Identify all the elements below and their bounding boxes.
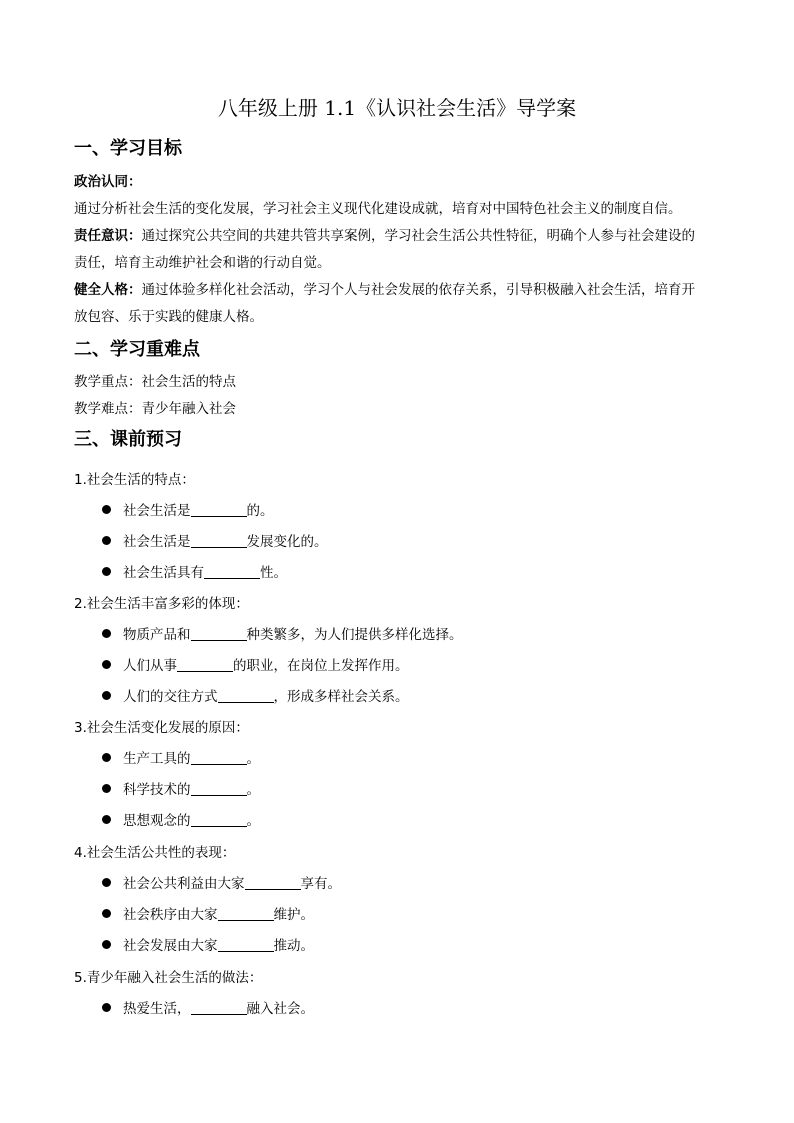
page-title: 八年级上册 1.1《认识社会生活》导学案 — [217, 96, 577, 120]
fill-blank[interactable] — [191, 812, 247, 827]
section-heading-preview: 三、课前预习 — [74, 429, 182, 450]
fill-blank[interactable] — [191, 533, 247, 548]
fill-blank[interactable] — [177, 657, 233, 672]
fill-blank[interactable] — [191, 750, 247, 765]
list-item: 科学技术的 。 — [102, 780, 260, 800]
bullet-icon — [102, 753, 111, 762]
list-item: 社会生活具有 性。 — [102, 563, 287, 583]
fill-blank[interactable] — [218, 688, 274, 703]
fill-blank[interactable] — [204, 564, 260, 579]
fill-blank[interactable] — [191, 502, 247, 517]
objective-political-text: 通过分析社会生活的变化发展，学习社会主义现代化建设成就，培育对中国特色社会主义的制度自信。 — [74, 201, 682, 217]
fill-blank[interactable] — [245, 875, 301, 890]
bullet-icon — [102, 878, 111, 887]
objective-personality-text: 通过体验多样化社会活动，学习个人与社会发展的依存关系，引导积极融入社会生活，培育开 — [141, 282, 695, 298]
bullet-icon — [102, 505, 111, 514]
fill-blank[interactable] — [191, 626, 247, 641]
preview-group-title: 3.社会生活变化发展的原因： — [74, 720, 249, 736]
objective-responsibility-line — [74, 226, 734, 246]
list-item: 思想观念的 。 — [102, 811, 260, 831]
bullet-icon — [102, 536, 111, 545]
bullet-icon — [102, 691, 111, 700]
bullet-icon — [102, 629, 111, 638]
key-point: 教学重点：社会生活的特点 — [74, 374, 236, 390]
list-item: 热爱生活， 融入社会。 — [102, 999, 314, 1019]
fill-blank[interactable] — [218, 906, 274, 921]
bullet-icon — [102, 660, 111, 669]
preview-group-title: 4.社会生活公共性的表现： — [74, 845, 236, 861]
preview-group-title: 1.社会生活的特点： — [74, 472, 195, 488]
section-heading-key-points: 二、学习重难点 — [74, 339, 200, 360]
objective-personality-label: 健全人格： — [74, 282, 142, 298]
fill-blank[interactable] — [191, 1000, 247, 1015]
list-item: 社会发展由大家 推动。 — [102, 936, 314, 956]
list-item: 社会生活是 的。 — [102, 501, 274, 521]
objective-political-label-line — [74, 172, 734, 192]
bullet-icon — [102, 784, 111, 793]
bullet-icon — [102, 567, 111, 576]
objective-responsibility-text: 通过探究公共空间的共建共管共享案例，学习社会生活公共性特征，明确个人参与社会建设的 — [141, 228, 695, 244]
list-item: 社会秩序由大家 维护。 — [102, 905, 314, 925]
bullet-icon — [102, 1003, 111, 1012]
objective-personality-text-cont: 放包容、乐于实践的健康人格。 — [74, 309, 263, 325]
objective-responsibility-text-cont: 责任，培育主动维护社会和谐的行动自觉。 — [74, 255, 331, 271]
list-item: 物质产品和 种类繁多，为人们提供多样化选择。 — [102, 625, 463, 645]
list-item: 人们的交往方式 ，形成多样社会关系。 — [102, 687, 409, 707]
preview-group-title: 2.社会生活丰富多彩的体现： — [74, 596, 249, 612]
bullet-icon — [102, 940, 111, 949]
objective-responsibility-label: 责任意识： — [74, 228, 142, 244]
list-item: 人们从事 的职业，在岗位上发挥作用。 — [102, 656, 409, 676]
list-item: 社会生活是 发展变化的。 — [102, 532, 328, 552]
difficult-point: 教学难点：青少年融入社会 — [74, 401, 236, 417]
bullet-icon — [102, 909, 111, 918]
fill-blank[interactable] — [218, 937, 274, 952]
preview-group-title: 5.青少年融入社会生活的做法： — [74, 970, 263, 986]
objective-political-label: 政治认同： — [74, 174, 142, 190]
list-item: 社会公共利益由大家 享有。 — [102, 874, 341, 894]
bullet-icon — [102, 815, 111, 824]
fill-blank[interactable] — [191, 781, 247, 796]
section-heading-objectives: 一、学习目标 — [74, 138, 182, 159]
list-item: 生产工具的 。 — [102, 749, 260, 769]
objective-personality-line — [74, 280, 734, 300]
